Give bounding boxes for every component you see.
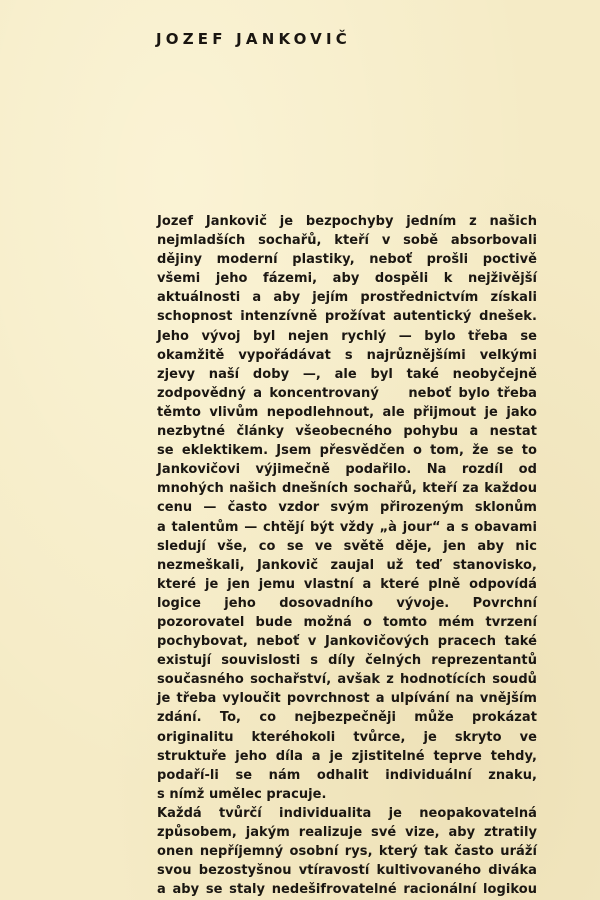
text-line: sledují vše, co se ve světě děje, jen aby nic xyxy=(157,538,537,554)
text-line: je třeba vyloučit povrchnost a ulpívání na vnějším xyxy=(157,691,537,707)
text-line: existují souvislosti s díly čelných reprezentantů xyxy=(157,653,537,669)
text-line: současného sochařství, avšak z hodnotících soudů xyxy=(157,672,537,688)
text-line: aktuálnosti a aby jejím prostřednictvím získali xyxy=(157,290,537,306)
text-line: mnohých našich dnešních sochařů, kteří za každou xyxy=(157,481,537,497)
text-line: a talentům — chtějí být vždy „à jour“ a s obavami xyxy=(157,519,537,535)
text-line: Jozef Jankovič je bezpochyby jedním z našich xyxy=(157,214,537,229)
text-line: těmto vlivům nepodlehnout, ale přijmout je jako xyxy=(157,404,537,420)
text-line: a aby se staly nedešifrovatelné racionální logikou xyxy=(157,882,537,898)
author-heading: JOZEF JANKOVIČ xyxy=(156,30,351,48)
text-line: Jeho vývoj byl nejen rychlý — bylo třeba se xyxy=(157,328,537,344)
text-line: zodpovědný a koncentrovaný neboť bylo třeba xyxy=(157,385,537,401)
text-line: všemi jeho fázemi, aby dospěli k nejživější xyxy=(157,271,537,287)
text-line: logice jeho dosovadního vývoje. Povrchní xyxy=(157,595,537,611)
text-line: cenu — často vzdor svým přirozeným sklonům xyxy=(157,500,537,516)
text-line: schopnost intenzívně prožívat autentický dnešek. xyxy=(157,309,537,325)
text-line: se eklektikem. Jsem přesvědčen o tom, že se to xyxy=(157,443,537,459)
text-line: zjevy naší doby —, ale byl také neobyčejně xyxy=(157,366,537,382)
text-line: nezbytné články všeobecného pohybu a nestat xyxy=(157,424,537,440)
text-line: Každá tvůrčí individualita je neopakovatelná xyxy=(157,805,537,821)
text-line: dějiny moderní plastiky, neboť prošli poctivě xyxy=(157,252,537,268)
body-text xyxy=(157,212,537,899)
text-line: zdání. To, co nejbezpečněji může prokázat xyxy=(157,710,537,726)
text-line: podaří-li se nám odhalit individuální znaku, xyxy=(157,767,537,783)
text-line: originalitu kteréhokoli tvůrce, je skryto ve xyxy=(157,729,537,745)
text-line: svou bezostyšnou vtíravostí kultivovaného diváka xyxy=(157,863,537,879)
text-line: struktuře jeho díla a je zjistitelné teprve tehdy, xyxy=(157,748,537,764)
text-line: okamžitě vypořádávat s najrůznějšími velkými xyxy=(157,347,537,363)
text-line: nejmladších sochařů, kteří v sobě absorbovali xyxy=(157,233,537,249)
text-line: s nímž umělec pracuje. xyxy=(157,786,327,802)
text-line: pochybovat, neboť v Jankovičových pracech také xyxy=(157,634,537,650)
text-line: Jankovičovi výjimečně podařilo. Na rozdíl od xyxy=(157,462,537,478)
text-line: pozorovatel bude možná o tomto mém tvrzení xyxy=(157,614,537,630)
text-line: onen nepříjemný osobní rys, který tak často uráží xyxy=(157,844,537,860)
text-line: nezmeškali, Jankovič zaujal už teď stanovisko, xyxy=(157,557,537,573)
text-line: které je jen jemu vlastní a které plně odpovídá xyxy=(157,576,537,592)
text-line: způsobem, jakým realizuje své vize, aby ztratily xyxy=(157,825,537,840)
